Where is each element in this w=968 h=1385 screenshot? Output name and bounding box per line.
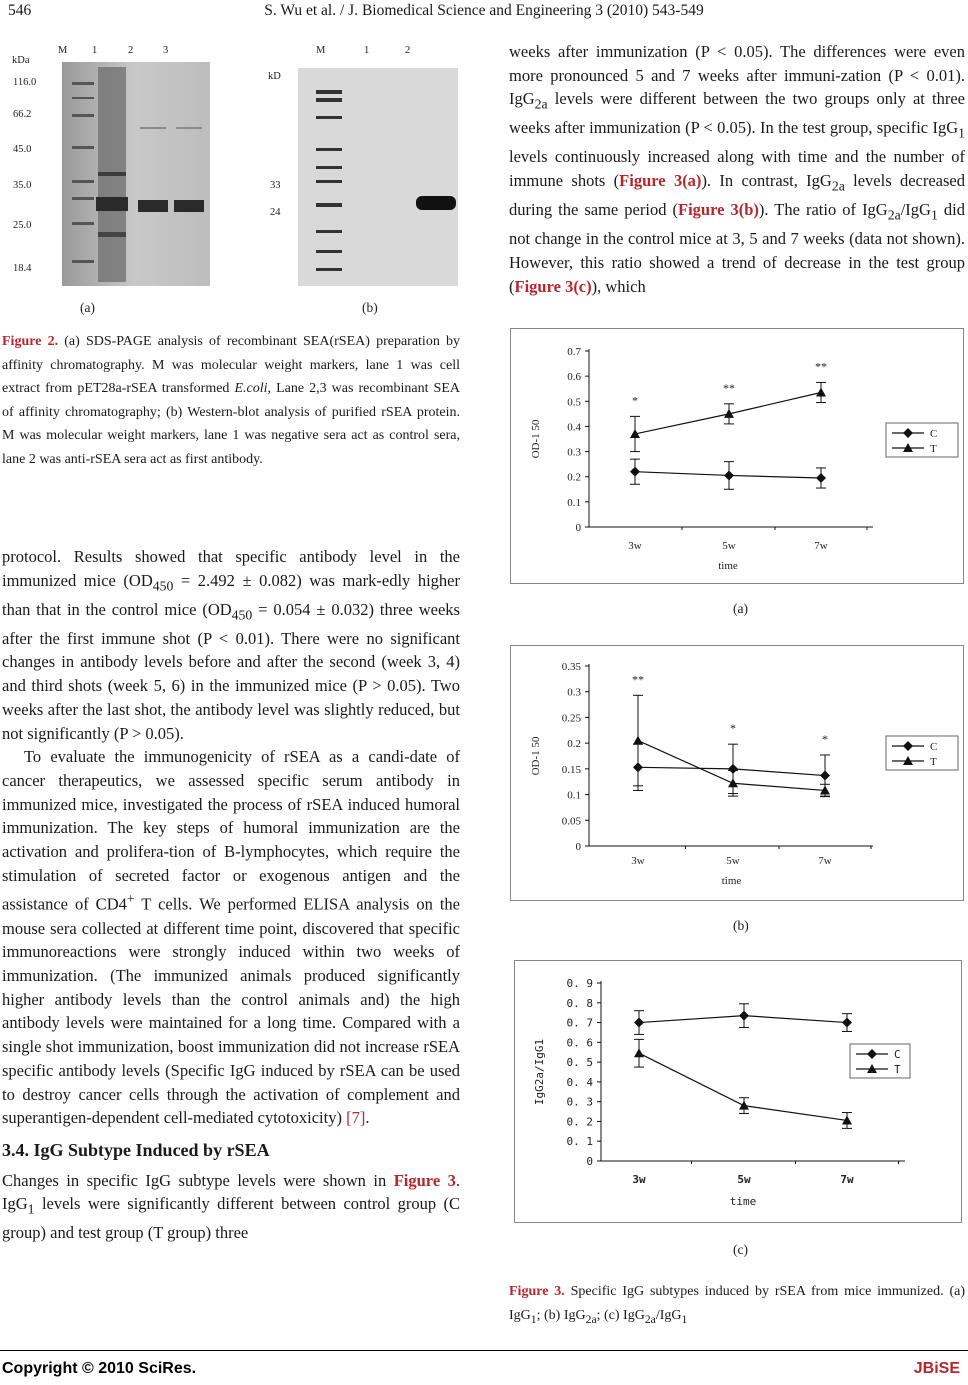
x-tick-label: 7w bbox=[818, 855, 832, 867]
left-column-text bbox=[2, 545, 460, 1245]
gel-a-lane-2: 2 bbox=[128, 45, 134, 56]
x-tick-label: 3w bbox=[632, 1173, 646, 1186]
data-point bbox=[842, 1018, 852, 1028]
gel-a-lane-3: 3 bbox=[163, 45, 169, 56]
western-blot-image bbox=[298, 68, 458, 286]
chart-c-sublabel: (c) bbox=[733, 1242, 748, 1257]
legend bbox=[886, 423, 958, 457]
y-tick-label: 0.5 bbox=[567, 396, 581, 409]
gel-a-marker: 45.0 bbox=[13, 144, 32, 155]
gel-b-unit: kD bbox=[268, 71, 281, 82]
x-tick-label: 3w bbox=[631, 855, 645, 867]
legend bbox=[886, 736, 958, 770]
sds-page-gel-image bbox=[62, 62, 210, 286]
y-tick-label: 0. 5 bbox=[566, 1056, 593, 1070]
figure-2-label: Figure 2. bbox=[2, 334, 59, 349]
igg2a-chart bbox=[511, 646, 963, 900]
data-point bbox=[634, 1018, 644, 1028]
y-tick-label: 0.25 bbox=[561, 712, 581, 725]
legend-label: C bbox=[894, 1048, 901, 1061]
x-tick-label: 5w bbox=[722, 540, 736, 552]
significance-marker: * bbox=[730, 721, 736, 736]
figure-3b-link[interactable]: Figure 3(b) bbox=[678, 200, 759, 220]
y-tick-label: 0 bbox=[575, 522, 581, 534]
y-tick-label: 0.3 bbox=[567, 686, 581, 699]
data-point bbox=[739, 1011, 749, 1021]
citation-link[interactable]: [7] bbox=[346, 1108, 366, 1128]
paragraph: protocol. Results showed that specific antibody level in the immunized mice $(OD_{450} = 2.492 \pm 0.082)$ was mark-edly higher than that in the control mice $(OD_{450} = 0.054 \pm 0.032)$ three weeks after the first immune shot (P < 0.01). There were no significant changes in antibody levels before and after the second (week 3, 4) and third shots (week 5, 6) in the immunized mice (P > 0.05). Two weeks after the last shot, the antibody level was slightly reduced, but not significantly (P > 0.05). bbox=[2, 547, 460, 743]
gel-a-marker: 66.2 bbox=[13, 109, 32, 120]
data-point bbox=[633, 736, 643, 745]
y-tick-label: 0.4 bbox=[567, 421, 581, 434]
y-tick-label: 0.1 bbox=[567, 789, 581, 802]
y-tick-label: 0. 6 bbox=[566, 1036, 593, 1050]
data-point bbox=[816, 387, 826, 396]
series-C bbox=[634, 1004, 852, 1035]
paragraph: weeks after immunization (P < 0.05). The differences were even more pronounced 5 and 7 weeks after immuni-zation (P < 0.01). IgG$_{2a}$ levels were different between the two groups only at three weeks after immunization (P < 0.05). In the test group, specific IgG$_1$ levels continuously increased along with time and the number of immune shots (Figure 3(a)). In contrast, IgG$_{2a}$ levels decreased during the same period (Figure 3(b)). The ratio of IgG$_{2a}$/IgG$_1$ did not change in the control mice at 3, 5 and 7 weeks (data not shown). However, this ratio showed a trend of decrease in the test group (Figure 3(c)), which bbox=[509, 42, 965, 296]
legend-label: C bbox=[930, 428, 938, 440]
legend-box bbox=[850, 1044, 910, 1078]
running-title: S. Wu et al. / J. Biomedical Science and Engineering 3 (2010) 543-549 bbox=[264, 2, 704, 19]
figure-3-caption: Figure 3. Specific IgG subtypes induced by rSEA from mice immunized. (a) IgG$_1$; (b) IgG$_{2a}$; (c) IgG$_{2a}$/IgG$_1$ bbox=[509, 1284, 966, 1326]
y-tick-label: 0. 1 bbox=[566, 1135, 593, 1149]
legend-label: C bbox=[930, 741, 938, 753]
gel-b-sublabel: (b) bbox=[362, 300, 378, 315]
running-header bbox=[0, 2, 968, 24]
figure-3-link[interactable]: Figure 3 bbox=[393, 1170, 456, 1190]
chart-frame-a bbox=[510, 328, 964, 584]
journal-name: JBiSE bbox=[913, 1360, 960, 1377]
y-tick-label: 0.35 bbox=[561, 661, 581, 673]
data-point bbox=[820, 771, 830, 781]
chart-b-sublabel: (b) bbox=[733, 918, 749, 933]
igg1-chart bbox=[511, 329, 963, 583]
x-axis-label: time bbox=[718, 560, 738, 572]
y-tick-label: 0. 3 bbox=[566, 1095, 593, 1109]
series-C bbox=[630, 459, 826, 489]
legend bbox=[850, 1044, 910, 1078]
x-tick-label: 5w bbox=[737, 1173, 751, 1186]
y-tick-label: 0.3 bbox=[567, 446, 581, 459]
significance-marker: ** bbox=[632, 672, 644, 687]
data-point bbox=[634, 1048, 644, 1057]
figure-3-label: Figure 3. bbox=[509, 1284, 565, 1299]
page-number: 546 bbox=[8, 2, 32, 19]
gel-b-lane-m: M bbox=[316, 45, 326, 56]
x-tick-label: 7w bbox=[840, 1173, 854, 1186]
significance-marker: * bbox=[632, 393, 638, 408]
footer-rule bbox=[0, 1350, 968, 1351]
figure-3c-link[interactable]: Figure 3(c) bbox=[514, 276, 592, 296]
significance-marker: ** bbox=[815, 359, 827, 374]
y-axis-label: OD-1 50 bbox=[530, 419, 542, 459]
ratio-chart bbox=[515, 961, 961, 1222]
data-point bbox=[728, 778, 738, 787]
y-tick-label: 0.2 bbox=[567, 738, 581, 751]
gel-a-marker: 18.4 bbox=[13, 263, 32, 274]
series-line bbox=[639, 1053, 847, 1120]
chart-a-sublabel: (a) bbox=[733, 601, 748, 616]
legend-label: T bbox=[930, 443, 937, 455]
gel-a-marker: 25.0 bbox=[13, 220, 32, 231]
data-point bbox=[630, 467, 640, 477]
y-tick-label: 0. 2 bbox=[566, 1115, 593, 1129]
x-axis-label: time bbox=[721, 875, 742, 887]
figure-3a-link[interactable]: Figure 3(a) bbox=[619, 171, 702, 191]
gel-a-marker: 35.0 bbox=[13, 180, 32, 191]
footer bbox=[0, 1360, 968, 1384]
y-tick-label: 0 bbox=[575, 841, 581, 853]
significance-marker: * bbox=[822, 731, 828, 746]
y-axis-label: IgG2a/IgG1 bbox=[533, 1038, 546, 1106]
chart-frame-c bbox=[514, 960, 962, 1223]
x-tick-label: 7w bbox=[814, 540, 828, 552]
y-tick-label: 0.15 bbox=[561, 763, 581, 776]
section-heading: 3.4. IgG Subtype Induced by rSEA bbox=[2, 1139, 270, 1160]
right-column-text bbox=[509, 40, 965, 298]
gel-b-marker: 24 bbox=[270, 207, 281, 218]
series-T bbox=[633, 695, 830, 796]
gel-b-lane-1: 1 bbox=[364, 45, 370, 56]
y-tick-label: 0.7 bbox=[567, 346, 581, 358]
gel-a-marker: 116.0 bbox=[13, 77, 37, 88]
data-point bbox=[816, 473, 826, 483]
x-tick-label: 3w bbox=[628, 540, 642, 552]
legend-label: T bbox=[930, 756, 937, 768]
copyright: Copyright © 2010 SciRes. bbox=[2, 1360, 197, 1377]
gel-a-sublabel: (a) bbox=[80, 300, 95, 315]
paragraph: To evaluate the immunogenicity of rSEA as a candi-date of cancer therapeutics, we assessed specific serum antibody in immunized mice, investigated the process of rSEA induced humoral immunization. The key steps of humoral immunization are the activation and prolifera-tion of B-lymphocytes, which require the stimulation of secreted factor or exogenous antigen and the assistance of CD4+ T cells. We performed ELISA analysis on the mouse sera collected at different time point, discovered that specific immunoreactions were strongly induced within two weeks of immunization. (The immunized animals produced significantly higher antibody levels than the control animals and) the high antibody levels were maintained for a long time. Compared with a single shot immunization, boost immunization did not increase rSEA specific antibody levels (Specific IgG induced by rSEA can be used to destroy cancer cells through the activation of complement and superantigen-dependent cell-mediated cytotoxicity) [7]. bbox=[2, 747, 460, 1128]
y-tick-label: 0 bbox=[586, 1155, 593, 1168]
gel-b-marker: 33 bbox=[270, 180, 281, 191]
gel-a-lane-m: M bbox=[58, 45, 68, 56]
y-tick-label: 0. 4 bbox=[566, 1075, 593, 1089]
figure-2-caption: Figure 2. (a) SDS-PAGE analysis of recombinant SEA(rSEA) preparation by affinity chromatography. M was molecular weight markers, lane 1 was cell extract from pET28a-rSEA transformed E.coli, Lane 2,3 was recombinant SEA of affinity chromatography; (b) Western-blot analysis of purified rSEA protein. M was molecular weight markers, lane 1 was negative sera act as control sera, lane 2 was anti-rSEA sera act as first antibody. bbox=[2, 334, 460, 467]
chart-frame-b bbox=[510, 645, 964, 901]
significance-marker: ** bbox=[723, 380, 735, 395]
y-tick-label: 0. 9 bbox=[566, 977, 593, 990]
series-T bbox=[634, 1039, 852, 1128]
gel-a-unit: kDa bbox=[12, 55, 30, 66]
y-axis-label: OD-1 50 bbox=[530, 736, 542, 776]
gel-a-lane-1: 1 bbox=[92, 45, 98, 56]
data-point bbox=[724, 470, 734, 480]
y-tick-label: 0.1 bbox=[567, 496, 581, 509]
data-point bbox=[739, 1101, 749, 1110]
legend-box bbox=[886, 423, 958, 457]
gel-b-lane-2: 2 bbox=[405, 45, 411, 56]
y-tick-label: 0.2 bbox=[567, 471, 581, 484]
paragraph: Changes in specific IgG subtype levels were shown in Figure 3. IgG$_1$ levels were significantly different between control group (C group) and test group (T group) three bbox=[2, 1170, 460, 1243]
legend-label: T bbox=[894, 1063, 901, 1076]
y-tick-label: 0.6 bbox=[567, 371, 581, 384]
x-tick-label: 5w bbox=[726, 855, 740, 867]
y-tick-label: 0. 8 bbox=[566, 996, 593, 1010]
y-tick-label: 0.05 bbox=[561, 815, 581, 828]
legend-box bbox=[886, 736, 958, 770]
y-tick-label: 0. 7 bbox=[566, 1016, 593, 1030]
x-axis-label: time bbox=[729, 1195, 757, 1208]
